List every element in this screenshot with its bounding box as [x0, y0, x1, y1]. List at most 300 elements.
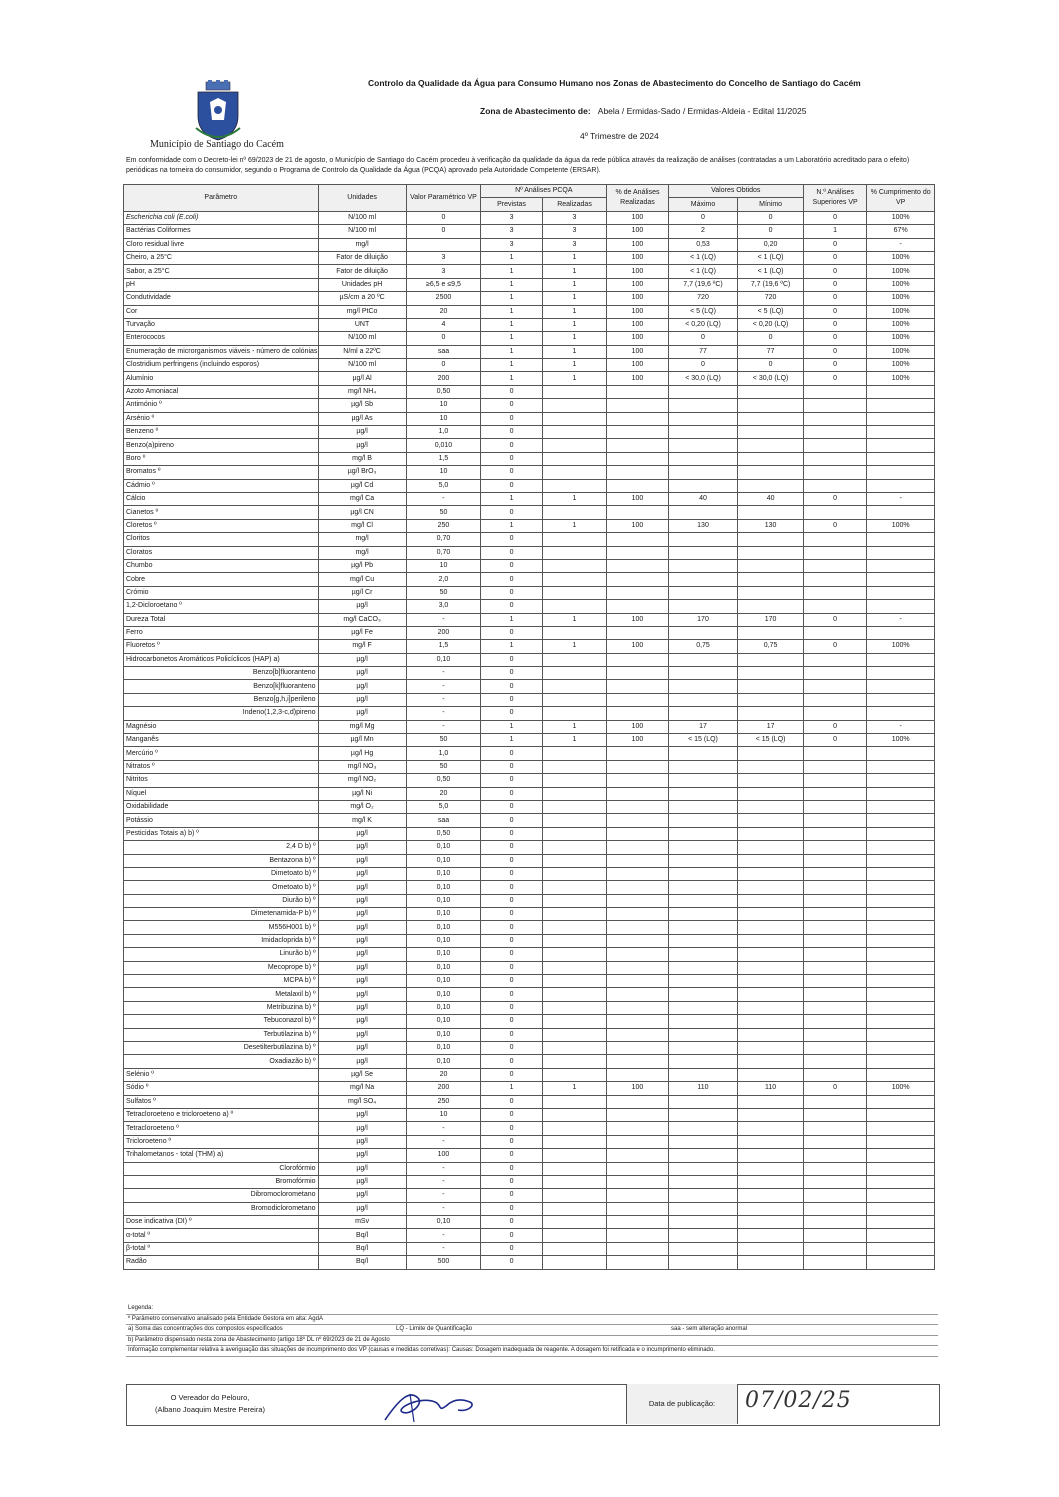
- table-cell: 0: [803, 238, 866, 251]
- table-cell: 0: [481, 1175, 542, 1188]
- cell-parametro: Metribuzina b) º: [124, 1001, 319, 1014]
- cell-parametro: Magnésio: [124, 720, 319, 733]
- table-cell: 0: [481, 399, 542, 412]
- table-cell: 0: [481, 1202, 542, 1215]
- table-row: [124, 452, 935, 465]
- table-cell: 1: [542, 372, 607, 385]
- table-cell: µg/l Se: [318, 1068, 406, 1081]
- table-cell: [668, 1216, 738, 1229]
- table-cell: [542, 934, 607, 947]
- table-cell: 100: [607, 372, 668, 385]
- table-cell: [542, 841, 607, 854]
- table-cell: 100%: [867, 372, 935, 385]
- table-cell: 170: [668, 613, 738, 626]
- cell-parametro: Sabor, a 25°C: [124, 265, 319, 278]
- table-cell: [867, 1135, 935, 1148]
- table-cell: [803, 867, 866, 880]
- table-cell: µg/l: [318, 1042, 406, 1055]
- table-cell: [803, 385, 866, 398]
- table-cell: 0: [803, 613, 866, 626]
- table-cell: 0: [481, 1135, 542, 1148]
- table-cell: 0,53: [668, 238, 738, 251]
- table-cell: [867, 774, 935, 787]
- table-cell: [607, 867, 668, 880]
- cell-parametro: Benzo[k]fluoranteno: [124, 680, 319, 693]
- table-cell: 0: [803, 278, 866, 291]
- cell-parametro: Clorofórmio: [124, 1162, 319, 1175]
- table-cell: 10: [406, 466, 481, 479]
- legend-title: Legenda:: [126, 1304, 938, 1315]
- table-row: [124, 1015, 935, 1028]
- table-cell: [803, 466, 866, 479]
- table-cell: [867, 934, 935, 947]
- cell-parametro: Benzo[g,h,i]perileno: [124, 693, 319, 706]
- table-cell: 100: [607, 292, 668, 305]
- table-cell: 0: [481, 600, 542, 613]
- table-cell: -: [867, 492, 935, 505]
- table-row: [124, 1189, 935, 1202]
- table-cell: [867, 1015, 935, 1028]
- table-cell: [803, 760, 866, 773]
- table-cell: 0: [481, 1042, 542, 1055]
- table-cell: 0: [803, 640, 866, 653]
- table-cell: 50: [406, 734, 481, 747]
- table-row: [124, 1068, 935, 1081]
- table-cell: 100%: [867, 359, 935, 372]
- table-cell: [668, 707, 738, 720]
- table-cell: 100: [607, 211, 668, 224]
- cell-parametro: Pesticidas Totais a) b) º: [124, 827, 319, 840]
- table-cell: [803, 559, 866, 572]
- table-cell: [738, 921, 804, 934]
- table-cell: µg/l: [318, 988, 406, 1001]
- table-cell: [542, 439, 607, 452]
- table-cell: [738, 881, 804, 894]
- table-cell: [738, 827, 804, 840]
- table-cell: 4: [406, 318, 481, 331]
- table-cell: 0: [738, 211, 804, 224]
- table-cell: [867, 667, 935, 680]
- table-cell: mg/l SO₄: [318, 1095, 406, 1108]
- table-cell: µS/cm a 20 ºC: [318, 292, 406, 305]
- table-cell: -: [406, 1229, 481, 1242]
- table-cell: [738, 559, 804, 572]
- table-cell: 250: [406, 519, 481, 532]
- cell-parametro: Azoto Amoniacal: [124, 385, 319, 398]
- table-cell: [867, 1242, 935, 1255]
- table-row: [124, 506, 935, 519]
- table-cell: 0,10: [406, 867, 481, 880]
- municipal-crest-icon: [190, 80, 246, 144]
- table-cell: [607, 760, 668, 773]
- cell-parametro: Diurão b) º: [124, 894, 319, 907]
- table-cell: 0: [481, 1095, 542, 1108]
- table-cell: [803, 653, 866, 666]
- table-cell: [738, 1135, 804, 1148]
- table-cell: 0: [481, 653, 542, 666]
- table-cell: [542, 653, 607, 666]
- table-cell: 100%: [867, 318, 935, 331]
- table-cell: [803, 693, 866, 706]
- table-row: [124, 573, 935, 586]
- table-row: [124, 908, 935, 921]
- legend-lq: LQ - Limite de Quantificação: [396, 1326, 473, 1332]
- table-cell: [607, 1202, 668, 1215]
- table-cell: [738, 707, 804, 720]
- table-cell: 250: [406, 1095, 481, 1108]
- table-cell: [542, 1189, 607, 1202]
- table-cell: 0: [481, 934, 542, 947]
- table-cell: [542, 1229, 607, 1242]
- table-row: [124, 1135, 935, 1148]
- table-cell: [542, 426, 607, 439]
- municipality-name: Município de Santiago do Cacém: [150, 139, 284, 150]
- table-row: [124, 667, 935, 680]
- legend-line-2: [126, 1325, 938, 1336]
- table-cell: 5,0: [406, 479, 481, 492]
- table-cell: 0,70: [406, 546, 481, 559]
- table-cell: 0,10: [406, 1042, 481, 1055]
- table-cell: [738, 626, 804, 639]
- table-cell: [738, 573, 804, 586]
- publication-label: Data de publicação:: [626, 1384, 738, 1424]
- table-cell: 130: [668, 519, 738, 532]
- table-cell: [607, 1068, 668, 1081]
- table-cell: 0,010: [406, 439, 481, 452]
- table-cell: 0: [738, 225, 804, 238]
- table-cell: [867, 546, 935, 559]
- table-cell: 1: [542, 1082, 607, 1095]
- table-cell: [803, 787, 866, 800]
- table-cell: [803, 439, 866, 452]
- table-cell: 0: [481, 452, 542, 465]
- table-cell: [867, 1256, 935, 1269]
- table-cell: [607, 533, 668, 546]
- table-cell: 3: [406, 251, 481, 264]
- table-cell: 0,50: [406, 774, 481, 787]
- table-cell: 100: [607, 519, 668, 532]
- table-cell: [607, 1216, 668, 1229]
- table-cell: mg/l Na: [318, 1082, 406, 1095]
- table-cell: < 5 (LQ): [668, 305, 738, 318]
- table-cell: [668, 452, 738, 465]
- table-cell: mg/l Ca: [318, 492, 406, 505]
- table-cell: 50: [406, 760, 481, 773]
- table-cell: [607, 787, 668, 800]
- table-cell: -: [406, 680, 481, 693]
- table-cell: [668, 1001, 738, 1014]
- table-cell: [738, 908, 804, 921]
- table-cell: [803, 1202, 866, 1215]
- table-cell: µg/l: [318, 680, 406, 693]
- table-cell: µg/l: [318, 693, 406, 706]
- table-cell: 0: [481, 1068, 542, 1081]
- table-cell: 50: [406, 506, 481, 519]
- table-cell: [607, 653, 668, 666]
- table-cell: [803, 412, 866, 425]
- table-cell: 720: [738, 292, 804, 305]
- table-cell: 0: [803, 372, 866, 385]
- table-cell: [867, 908, 935, 921]
- table-cell: [738, 426, 804, 439]
- table-cell: 100: [406, 1149, 481, 1162]
- table-cell: mg/l Cl: [318, 519, 406, 532]
- table-cell: [803, 479, 866, 492]
- table-cell: µg/l Sb: [318, 399, 406, 412]
- table-cell: [867, 1175, 935, 1188]
- table-cell: 100%: [867, 251, 935, 264]
- table-cell: [607, 426, 668, 439]
- table-cell: 0: [406, 332, 481, 345]
- table-cell: 1: [481, 278, 542, 291]
- table-cell: [738, 586, 804, 599]
- table-cell: [867, 1001, 935, 1014]
- table-cell: [867, 921, 935, 934]
- table-row: [124, 975, 935, 988]
- table-row: [124, 948, 935, 961]
- table-body: [124, 211, 935, 1269]
- table-cell: 1: [542, 278, 607, 291]
- cell-parametro: Enumeração de microrganismos viáveis - número de colónias: [124, 345, 319, 358]
- table-cell: 100%: [867, 278, 935, 291]
- table-cell: [803, 533, 866, 546]
- table-cell: 1: [481, 1082, 542, 1095]
- table-cell: 170: [738, 613, 804, 626]
- table-cell: -: [406, 707, 481, 720]
- cell-parametro: Radão: [124, 1256, 319, 1269]
- table-cell: [668, 1242, 738, 1255]
- table-cell: [668, 506, 738, 519]
- table-cell: < 0,20 (LQ): [738, 318, 804, 331]
- header-pct-cumprimento: % Cumprimento do VP: [867, 185, 935, 212]
- cell-parametro: Bromodiclorometano: [124, 1202, 319, 1215]
- table-row: [124, 1028, 935, 1041]
- table-cell: 1,0: [406, 747, 481, 760]
- table-cell: [668, 881, 738, 894]
- cell-parametro: Turvação: [124, 318, 319, 331]
- table-cell: 0: [406, 359, 481, 372]
- table-row: [124, 1122, 935, 1135]
- table-cell: 1: [481, 265, 542, 278]
- table-cell: [668, 1095, 738, 1108]
- table-cell: 0,10: [406, 908, 481, 921]
- table-cell: 1: [481, 372, 542, 385]
- cell-parametro: Cálcio: [124, 492, 319, 505]
- table-cell: [738, 1202, 804, 1215]
- table-cell: [607, 412, 668, 425]
- table-cell: [738, 385, 804, 398]
- table-cell: 1: [542, 492, 607, 505]
- table-cell: 0: [803, 265, 866, 278]
- table-row: [124, 1175, 935, 1188]
- cell-parametro: Crómio: [124, 586, 319, 599]
- table-cell: µg/l: [318, 439, 406, 452]
- table-cell: 0: [481, 961, 542, 974]
- table-cell: [607, 1122, 668, 1135]
- table-cell: [542, 626, 607, 639]
- table-cell: [738, 814, 804, 827]
- table-cell: 0: [481, 1015, 542, 1028]
- table-cell: mg/l K: [318, 814, 406, 827]
- table-cell: 100%: [867, 734, 935, 747]
- table-cell: [668, 1229, 738, 1242]
- table-cell: [668, 1256, 738, 1269]
- table-cell: 20: [406, 305, 481, 318]
- table-cell: [542, 600, 607, 613]
- table-cell: [867, 760, 935, 773]
- cell-parametro: Dose indicativa (DI) º: [124, 1216, 319, 1229]
- table-cell: [607, 975, 668, 988]
- table-cell: 1: [542, 720, 607, 733]
- table-cell: µg/l: [318, 894, 406, 907]
- table-cell: [542, 908, 607, 921]
- table-cell: Unidades pH: [318, 278, 406, 291]
- table-cell: mg/l Mg: [318, 720, 406, 733]
- table-cell: [803, 546, 866, 559]
- table-row: [124, 1001, 935, 1014]
- table-cell: [542, 1108, 607, 1121]
- table-cell: [542, 800, 607, 813]
- table-cell: 3: [481, 211, 542, 224]
- table-cell: [738, 1108, 804, 1121]
- table-cell: [542, 1242, 607, 1255]
- table-cell: [867, 894, 935, 907]
- table-cell: [867, 506, 935, 519]
- table-cell: [738, 693, 804, 706]
- table-cell: [867, 814, 935, 827]
- table-cell: [607, 814, 668, 827]
- table-cell: [738, 1015, 804, 1028]
- table-cell: [803, 1001, 866, 1014]
- table-cell: [607, 385, 668, 398]
- table-cell: [738, 479, 804, 492]
- table-cell: [803, 881, 866, 894]
- table-cell: [803, 921, 866, 934]
- legend-line-1: º Parâmetro conservativo analisado pela Entidade Gestora em alta: AgdA: [126, 1315, 938, 1326]
- zone-line: [480, 106, 806, 116]
- cell-parametro: Alumínio: [124, 372, 319, 385]
- table-cell: 0: [481, 1216, 542, 1229]
- legend-line-4: Informação complementar relativa à averiguação das situações de incumprimento dos VP (causas e medidas corretivas): Causas: Dosagem inadequada de reagente. A dosagem foi retificada e o incumprimento eliminado.: [126, 1346, 938, 1357]
- table-cell: 100%: [867, 1082, 935, 1095]
- table-row: [124, 1108, 935, 1121]
- table-cell: [803, 1028, 866, 1041]
- table-cell: [867, 1108, 935, 1121]
- table-cell: [668, 680, 738, 693]
- table-cell: 100: [607, 640, 668, 653]
- table-cell: [542, 1175, 607, 1188]
- table-cell: 0: [481, 774, 542, 787]
- table-row: [124, 600, 935, 613]
- table-cell: [607, 1042, 668, 1055]
- table-cell: 0: [738, 359, 804, 372]
- table-cell: [867, 800, 935, 813]
- table-cell: [668, 653, 738, 666]
- table-cell: 100: [607, 305, 668, 318]
- table-cell: 0: [481, 814, 542, 827]
- table-cell: µg/l: [318, 1108, 406, 1121]
- table-cell: 0,50: [406, 827, 481, 840]
- table-cell: [738, 1122, 804, 1135]
- table-row: [124, 412, 935, 425]
- table-cell: [668, 961, 738, 974]
- table-row: [124, 747, 935, 760]
- table-cell: 0: [481, 760, 542, 773]
- table-cell: [803, 452, 866, 465]
- table-cell: mg/l O₂: [318, 800, 406, 813]
- table-cell: < 0,20 (LQ): [668, 318, 738, 331]
- table-cell: [867, 600, 935, 613]
- cell-parametro: α-total º: [124, 1229, 319, 1242]
- table-cell: 100: [607, 318, 668, 331]
- table-cell: [738, 546, 804, 559]
- table-cell: [867, 466, 935, 479]
- table-row: [124, 988, 935, 1001]
- table-cell: -: [406, 1135, 481, 1148]
- table-cell: 0: [803, 251, 866, 264]
- table-cell: [542, 693, 607, 706]
- table-row: [124, 479, 935, 492]
- table-cell: 1: [542, 613, 607, 626]
- table-cell: [803, 948, 866, 961]
- table-cell: [803, 934, 866, 947]
- zone-value: Abela / Ermidas-Sado / Ermidas-Aldeia - Edital 11/2025: [597, 106, 807, 116]
- table-cell: < 1 (LQ): [738, 251, 804, 264]
- table-cell: [542, 1216, 607, 1229]
- table-cell: µg/l: [318, 921, 406, 934]
- cell-parametro: Bentazona b) º: [124, 854, 319, 867]
- table-cell: 0: [481, 1242, 542, 1255]
- table-cell: [803, 1135, 866, 1148]
- table-cell: [738, 439, 804, 452]
- table-cell: -: [406, 1189, 481, 1202]
- cell-parametro: Cloritos: [124, 533, 319, 546]
- table-cell: [738, 774, 804, 787]
- table-row: [124, 1082, 935, 1095]
- table-cell: 0: [481, 439, 542, 452]
- table-cell: saa: [406, 814, 481, 827]
- cell-parametro: Níquel: [124, 787, 319, 800]
- table-cell: [542, 1256, 607, 1269]
- table-cell: 0: [803, 318, 866, 331]
- table-cell: [738, 1068, 804, 1081]
- cell-parametro: Terbutilazina b) º: [124, 1028, 319, 1041]
- table-cell: 40: [668, 492, 738, 505]
- table-cell: µg/l: [318, 908, 406, 921]
- table-cell: [607, 934, 668, 947]
- cell-parametro: Bromofórmio: [124, 1175, 319, 1188]
- table-cell: [607, 573, 668, 586]
- table-cell: µg/l: [318, 600, 406, 613]
- table-cell: 0: [481, 1108, 542, 1121]
- table-cell: µg/l: [318, 1135, 406, 1148]
- cell-parametro: Mercúrio º: [124, 747, 319, 760]
- table-cell: 1: [542, 332, 607, 345]
- table-cell: [668, 573, 738, 586]
- table-cell: [738, 975, 804, 988]
- cell-parametro: Escherichia coli (E.coli): [124, 211, 319, 224]
- cell-parametro: Imidacloprida b) º: [124, 934, 319, 947]
- table-cell: [607, 1189, 668, 1202]
- table-cell: 10: [406, 412, 481, 425]
- table-cell: [867, 827, 935, 840]
- table-cell: [867, 1202, 935, 1215]
- cell-parametro: Manganês: [124, 734, 319, 747]
- table-row: [124, 1256, 935, 1269]
- table-cell: 100: [607, 238, 668, 251]
- table-cell: [607, 961, 668, 974]
- table-cell: [607, 800, 668, 813]
